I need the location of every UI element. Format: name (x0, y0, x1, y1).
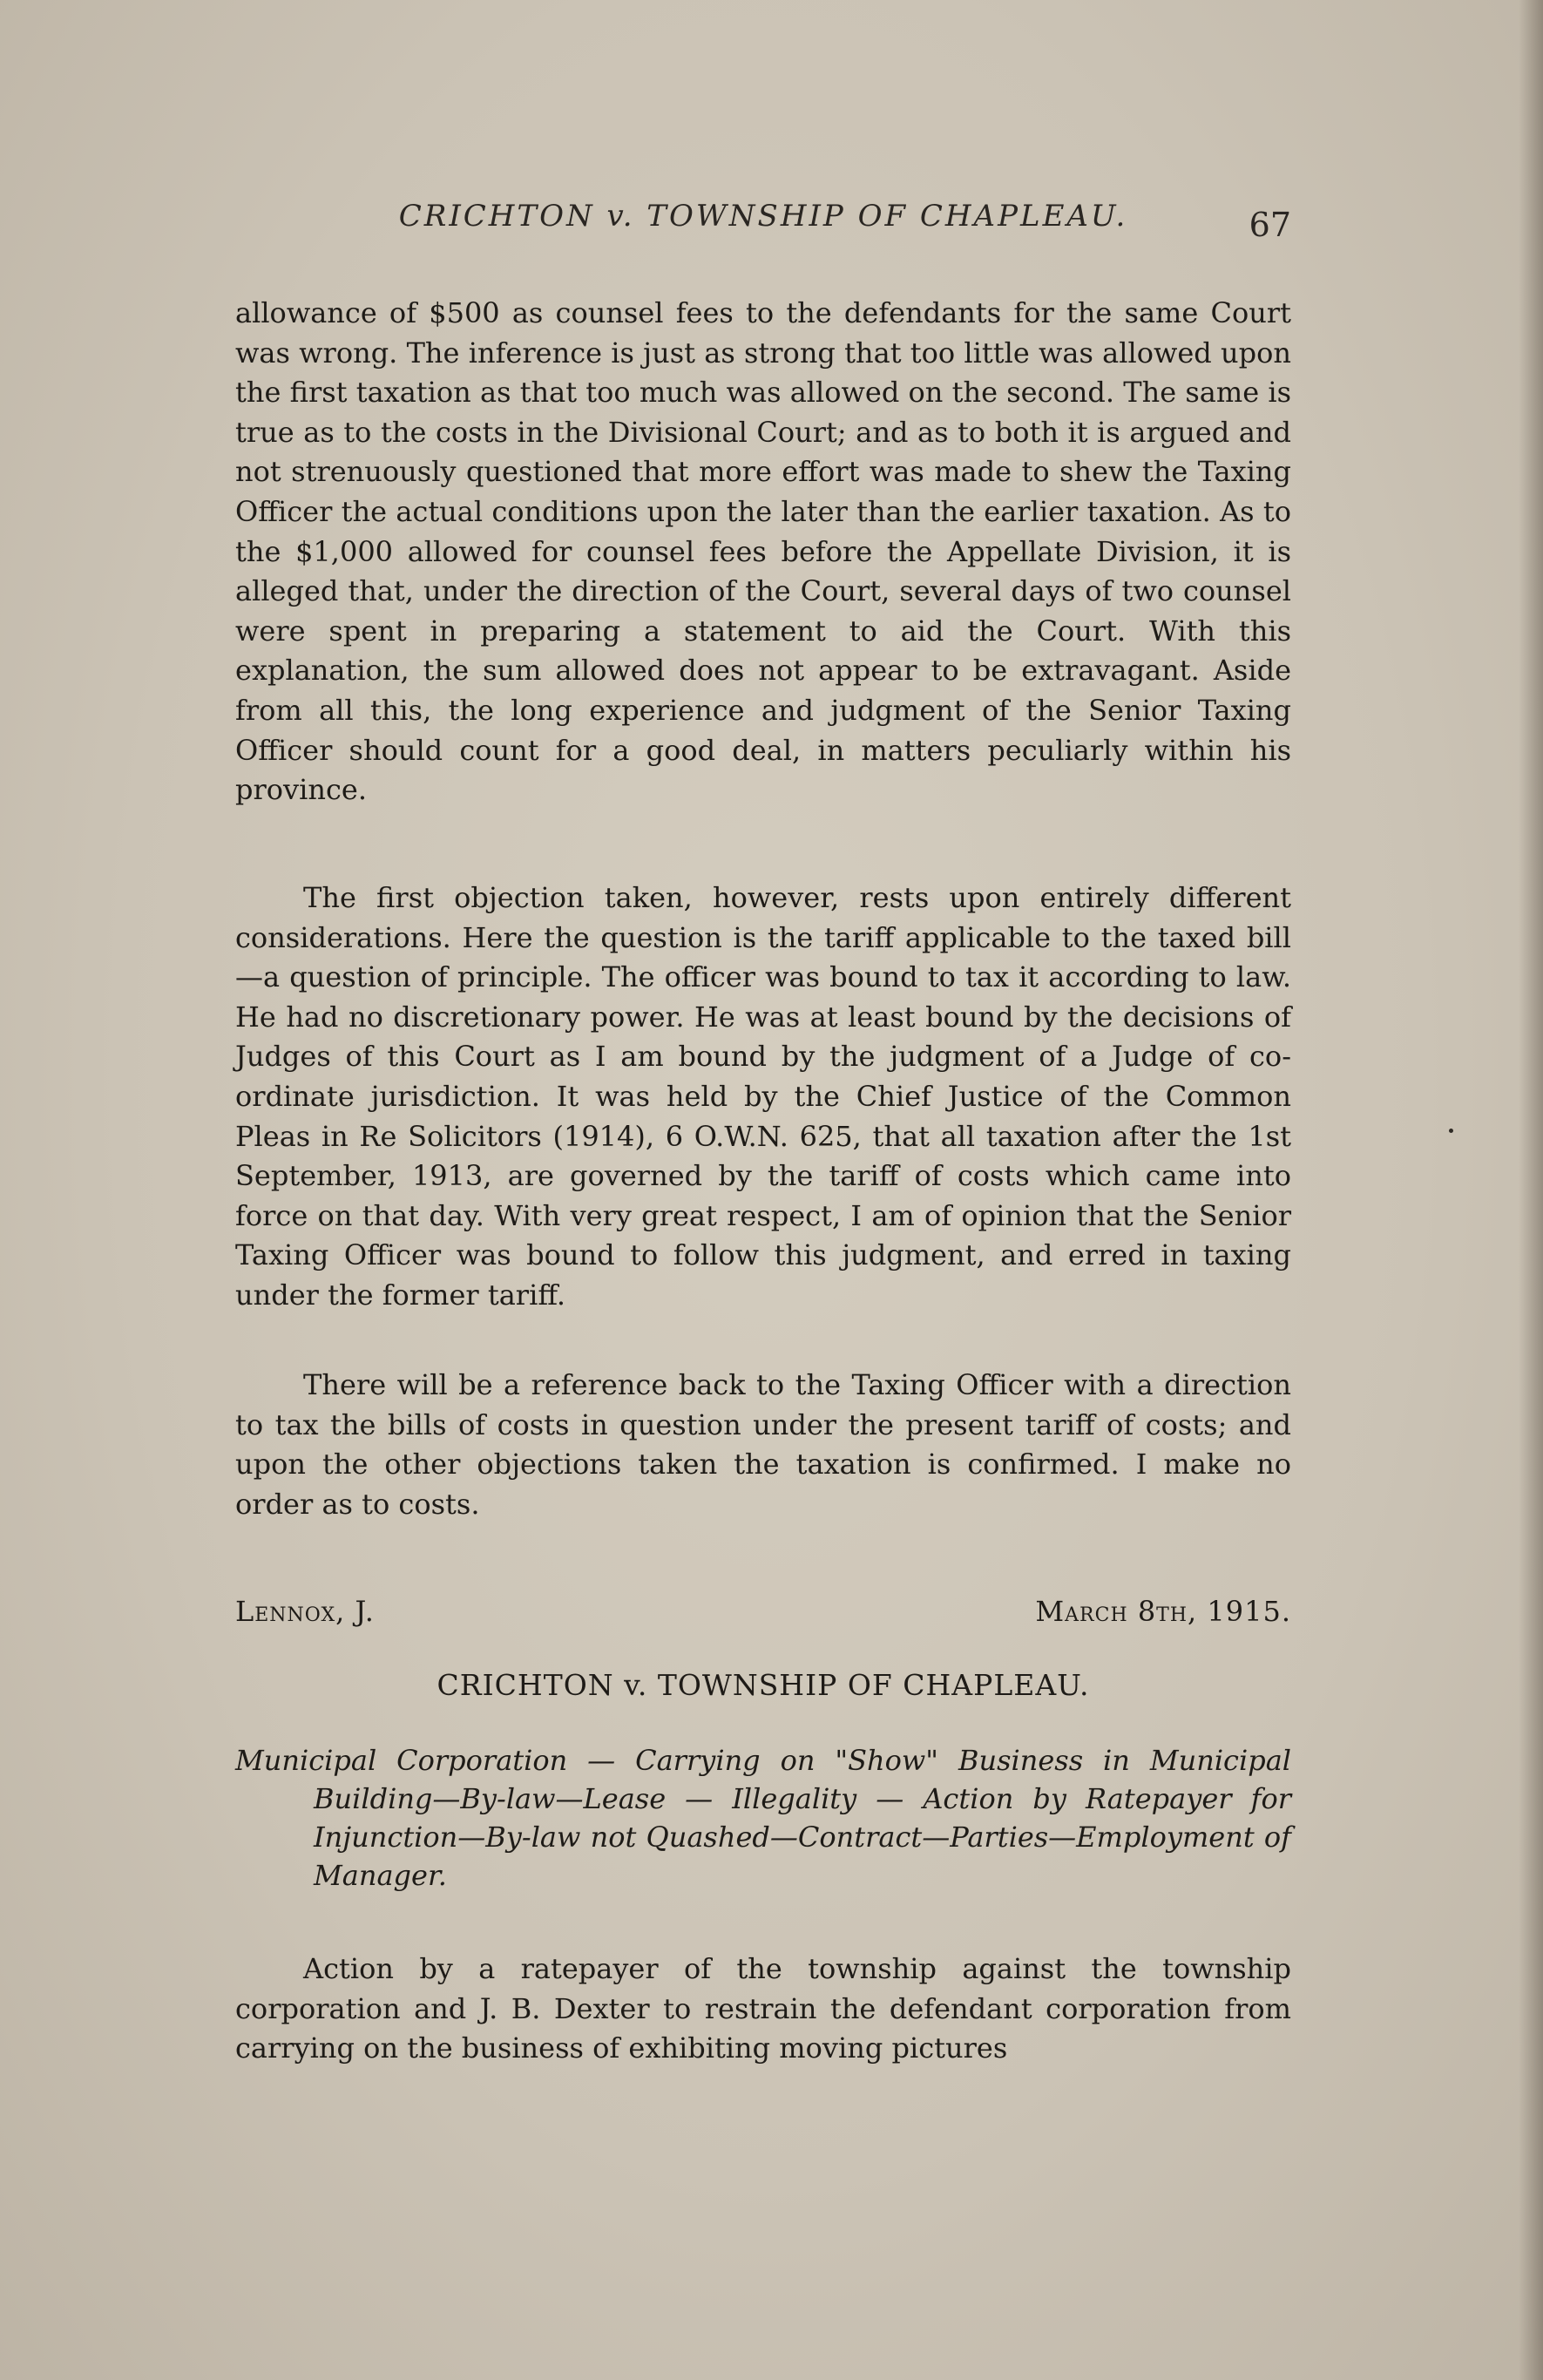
case-headnote: Municipal Corporation — Carrying on "Show" Business in Municipal Building—By-law—Lease — Illegality — Action by Ratepayer for Injunction—By-law not Quashed—Contract—Parties—Employment of Manager. (235, 1744, 1291, 1892)
decision-date: March 8th, 1915. (1035, 1595, 1291, 1628)
ink-speck (1449, 1129, 1453, 1133)
running-head: CRICHTON v. TOWNSHIP OF CHAPLEAU. (398, 199, 1128, 234)
paragraph-2: The first objection taken, however, rests upon entirely different considerations. Here the question is the tariff applicable to the taxed bill—a question of principle. The officer was bound to tax it according to law. He had no discretionary power. He was at least bound by the decisions of Judges of this Court as I am bound by the judgment of a Judge of co-ordinate jurisdiction. It was held by the Chief Justice of the Common Pleas in Re Solicitors (1914), 6 O.W.N. 625, that all taxation after the 1st September, 1913, are governed by the tariff of costs which came into force on that day. With very great respect, I am of opinion that the Senior Taxing Officer was bound to follow this judgment, and erred in taxing under the former tariff. (235, 881, 1291, 1312)
judge-date-line (235, 1595, 1291, 1628)
paragraph-3: There will be a reference back to the Taxing Officer with a direction to tax the bills of costs in question under the present tariff of costs; and upon the other objections taken the taxation is confirmed. I make no order as to costs. (235, 1368, 1291, 1521)
paragraph-1: allowance of $500 as counsel fees to the defendants for the same Court was wrong. The inference is just as strong that too little was allowed upon the first taxation as that too much was allowed on the second. The same is true as to the costs in the Divisional Court; and as to both it is argued and not strenuously questioned that more effort was made to shew the Taxing Officer the actual conditions upon the later than the earlier taxation. As to the $1,000 allowed for counsel fees before the Appellate Division, it is alleged that, under the direction of the Court, several days of two counsel were spent in preparing a statement to aid the Court. With this explanation, the sum allowed does not appear to be extravagant. Aside from all this, the long experience and judgment of the Senior Taxing Officer should count for a good deal, in matters peculiarly within his province. (235, 296, 1291, 807)
case-title: CRICHTON v. TOWNSHIP OF CHAPLEAU. (437, 1668, 1090, 1702)
page-number: 67 (1249, 206, 1291, 244)
judge-name: Lennox, J. (235, 1595, 375, 1628)
page-spine-shadow (1519, 0, 1543, 2380)
opening-paragraph: Action by a ratepayer of the township against the township corporation and J. B. Dexter to restrain the defendant corporation from carrying on the business of exhibiting moving pictures (235, 1952, 1291, 2065)
